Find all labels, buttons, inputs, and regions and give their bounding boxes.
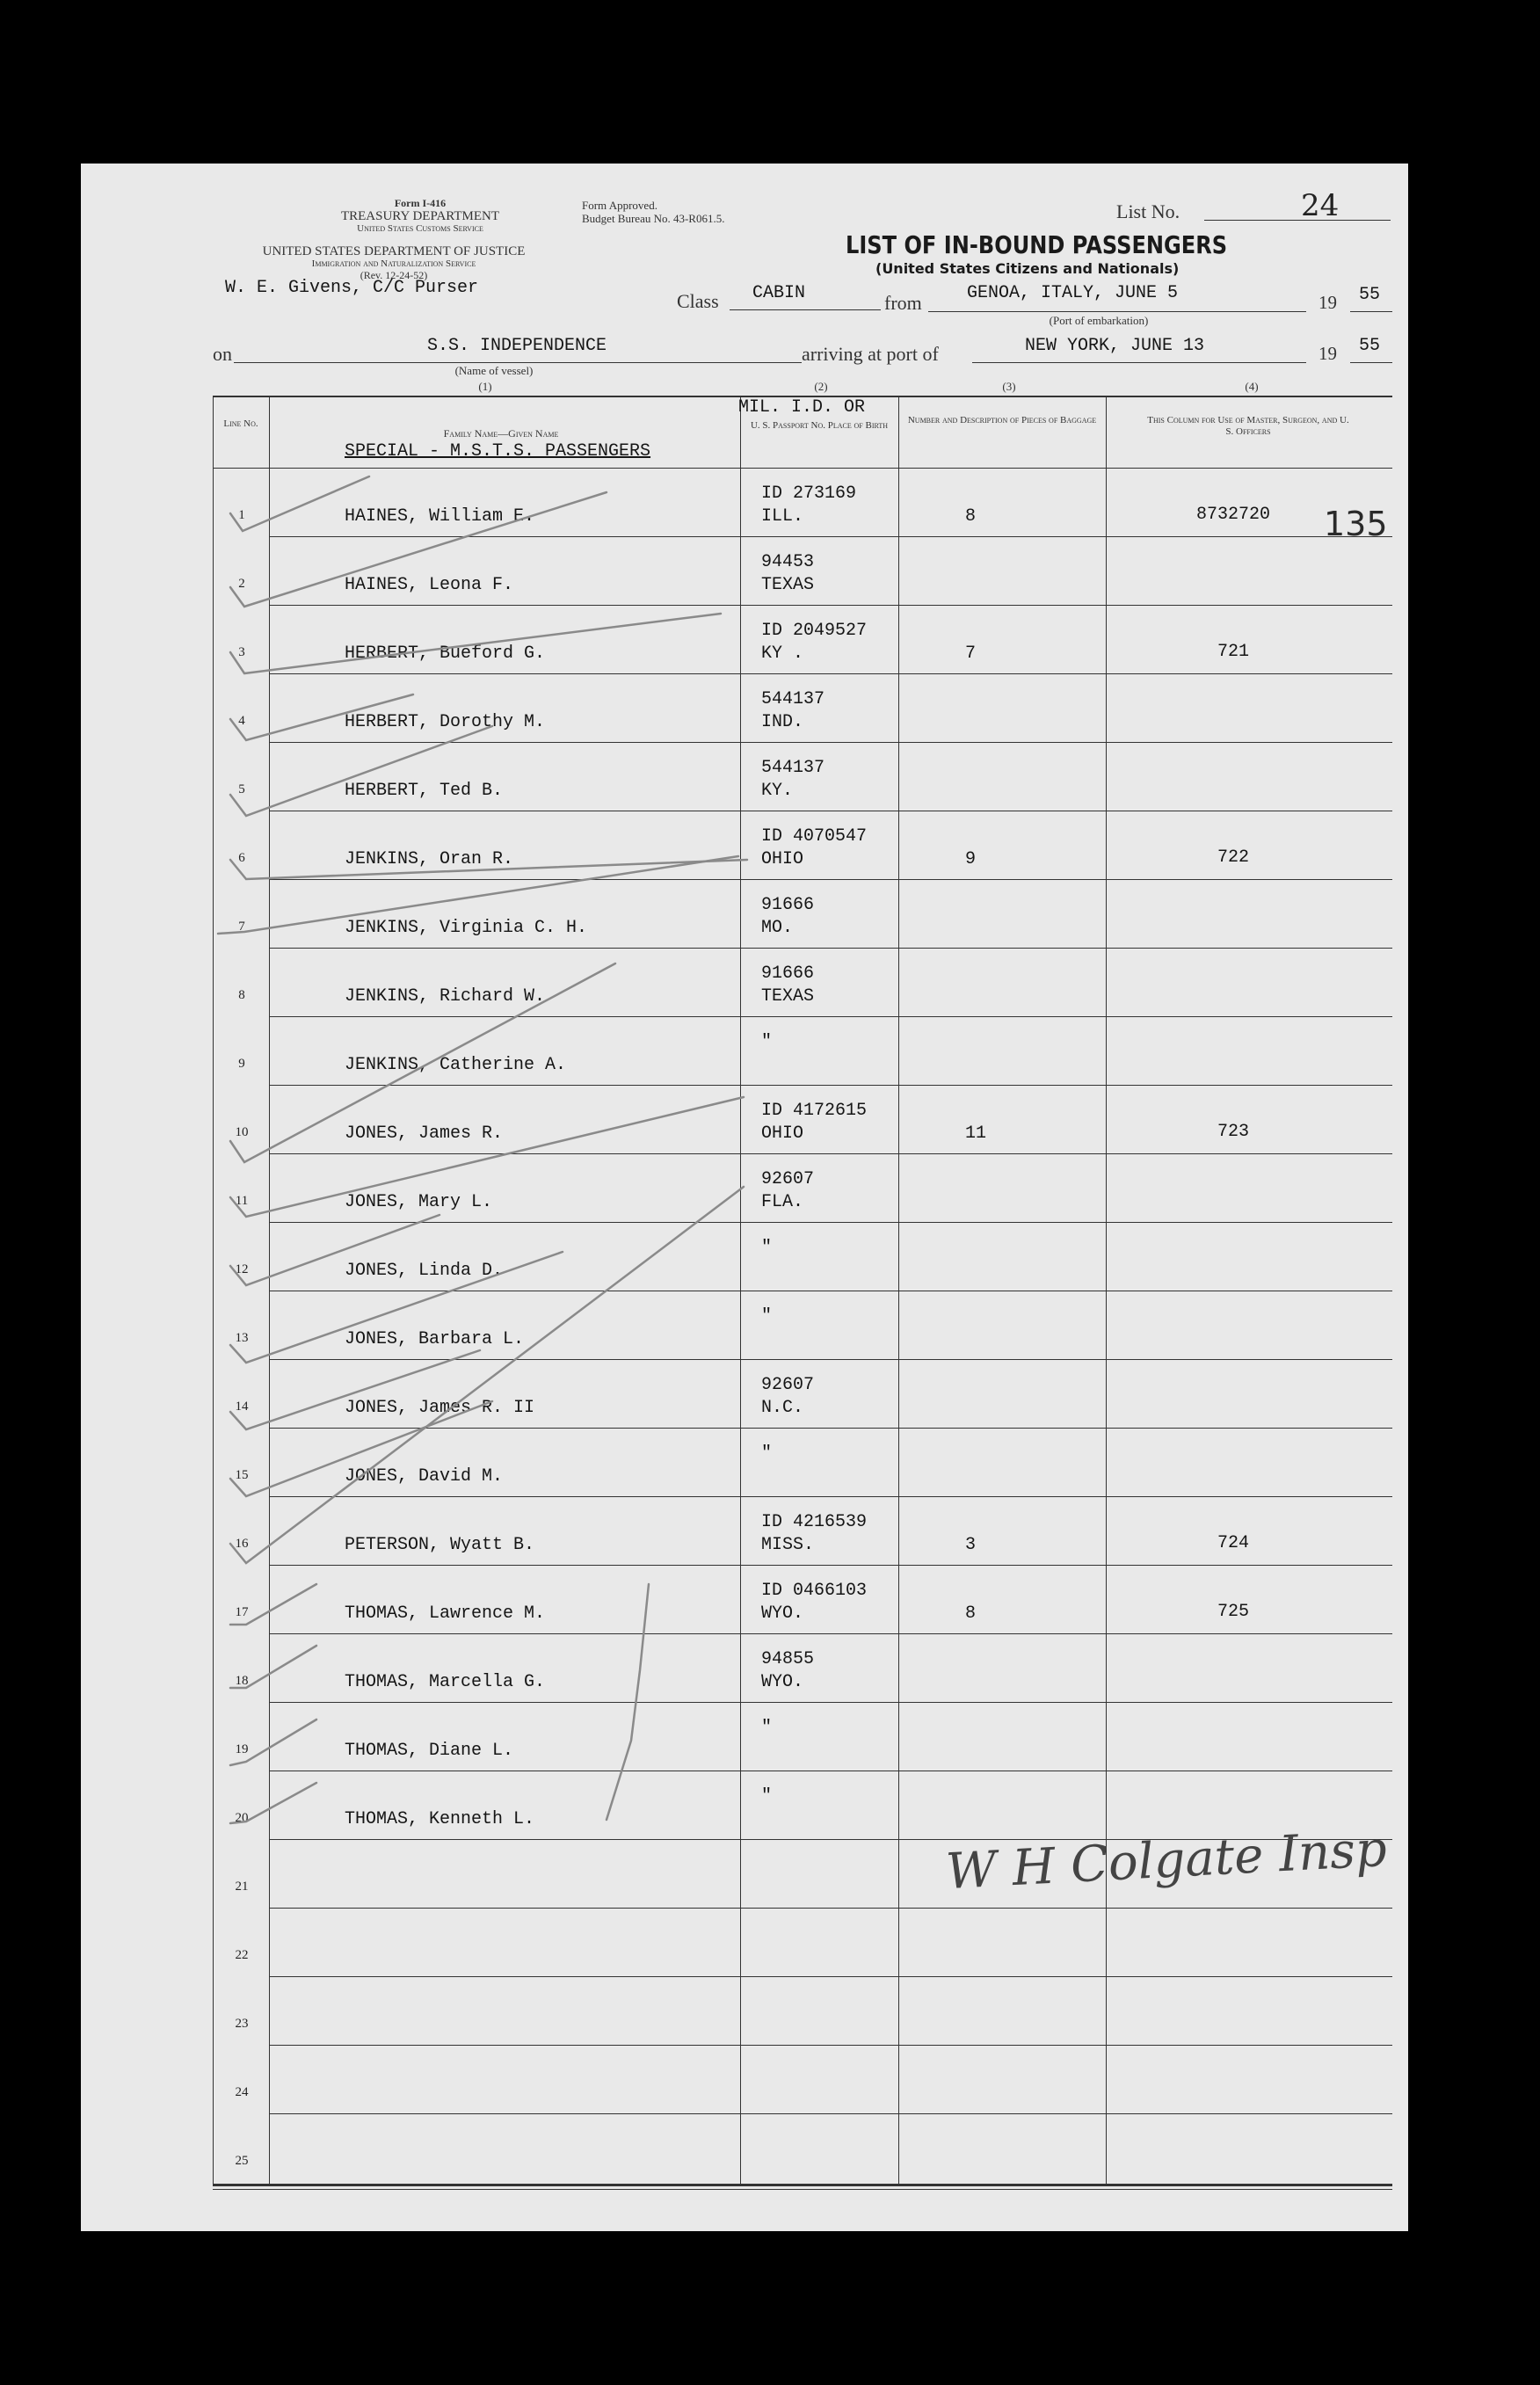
passport-number: 544137	[761, 758, 825, 778]
place-of-birth: N.C.	[761, 1398, 804, 1418]
line-number: 25	[235, 2154, 249, 2168]
baggage-count: 11	[965, 1123, 987, 1144]
document-title: LIST OF IN-BOUND PASSENGERS	[846, 230, 1228, 259]
passenger-name: THOMAS, Kenneth L.	[345, 1809, 535, 1829]
line-number: 2	[238, 577, 245, 591]
passport-number: 92607	[761, 1169, 815, 1189]
check-mark-line	[230, 1252, 563, 1363]
class-label: Class	[677, 290, 719, 312]
line-no-header: Line No.	[223, 418, 258, 429]
form-approved: Form Approved.	[582, 199, 657, 212]
baggage-count: 3	[965, 1535, 977, 1555]
arriving-label: arriving at port of	[802, 343, 939, 365]
check-mark-line	[230, 492, 607, 607]
line-number: 14	[235, 1400, 249, 1414]
passenger-name: HAINES, William E.	[345, 506, 535, 527]
line-number: 4	[238, 714, 245, 728]
line-number: 21	[235, 1880, 249, 1894]
passport-number: "	[761, 1718, 773, 1738]
place-of-birth: OHIO	[761, 849, 804, 869]
passport-number: 91666	[761, 963, 815, 984]
passenger-name: JONES, James R.	[345, 1123, 504, 1144]
passport-number: "	[761, 1443, 773, 1464]
check-mark-line	[218, 856, 738, 934]
baggage-count: 8	[965, 1603, 977, 1624]
passenger-name: JONES, David M.	[345, 1466, 504, 1487]
passport-number: "	[761, 1786, 773, 1807]
passport-number: ID 4070547	[761, 826, 868, 847]
officer-use-value: 8732720	[1195, 505, 1270, 525]
passport-number: 91666	[761, 895, 815, 915]
form-number: Form I-416	[394, 197, 447, 209]
passenger-name: THOMAS, Diane L.	[345, 1741, 514, 1761]
place-of-birth: KY.	[761, 781, 794, 801]
name-column-header: Family Name—Given Name	[443, 427, 559, 440]
line-number: 10	[235, 1125, 249, 1139]
check-mark-line	[230, 1215, 439, 1285]
baggage-column-header: Number and Description of Pieces of Baggage	[907, 415, 1097, 425]
check-mark-line	[230, 1401, 492, 1496]
year-prefix-1: 19	[1318, 292, 1337, 313]
place-of-birth: WYO.	[761, 1603, 804, 1624]
passport-number: ID 0466103	[761, 1581, 868, 1601]
line-number: 8	[238, 988, 245, 1002]
passport-number: 94855	[761, 1649, 815, 1669]
line-number: 23	[235, 2017, 249, 2031]
passenger-name: JONES, Mary L.	[345, 1192, 493, 1212]
handwritten-list-total: 135	[1324, 505, 1388, 543]
passenger-name: HERBERT, Ted B.	[345, 781, 504, 801]
passport-number: ID 4172615	[761, 1101, 868, 1121]
check-mark-line	[230, 694, 413, 740]
officers-column-header: This Column for Use of Master, Surgeon, and U. S. Officers	[1147, 415, 1349, 437]
line-number: 5	[238, 782, 245, 796]
place-of-birth: OHIO	[761, 1123, 804, 1144]
passport-column-header: U. S. Passport No. Place of Birth	[750, 420, 889, 431]
form-revision: (Rev. 12-24-52)	[360, 269, 428, 281]
line-number: 16	[235, 1537, 249, 1551]
passenger-name: JONES, Linda D.	[345, 1261, 504, 1281]
line-number: 1	[238, 508, 245, 522]
line-number: 19	[235, 1742, 249, 1756]
budget-bureau: Budget Bureau No. 43-R061.5.	[582, 212, 725, 225]
passenger-name: PETERSON, Wyatt B.	[345, 1535, 535, 1555]
special-passengers-heading: SPECIAL - M.S.T.S. PASSENGERS	[345, 441, 651, 462]
column-number-2: (2)	[814, 380, 828, 393]
line-number: 22	[235, 1948, 249, 1962]
check-mark-line	[230, 1097, 744, 1217]
line-number: 11	[235, 1194, 249, 1208]
passport-number: ID 4216539	[761, 1512, 868, 1532]
passport-number: 544137	[761, 689, 825, 709]
officer-use-value: 721	[1217, 642, 1249, 662]
list-no-label: List No.	[1116, 200, 1180, 222]
check-mark-line	[230, 1584, 316, 1625]
line-number: 15	[235, 1468, 249, 1482]
line-number: 20	[235, 1811, 249, 1825]
on-label: on	[213, 343, 232, 365]
check-mark-line	[230, 614, 721, 673]
column-number-1: (1)	[478, 380, 492, 393]
place-of-birth: TEXAS	[761, 575, 815, 595]
passenger-name: JONES, James R. II	[345, 1398, 535, 1418]
check-mark-line	[230, 1646, 316, 1688]
from-label: from	[884, 292, 922, 314]
place-of-birth: TEXAS	[761, 986, 815, 1007]
passport-number: ID 273169	[761, 484, 857, 504]
arrival-port: NEW YORK, JUNE 13	[1025, 336, 1205, 356]
check-mark-line	[230, 476, 369, 531]
baggage-count: 8	[965, 506, 977, 527]
check-mark-line	[230, 1783, 316, 1823]
place-of-birth: MO.	[761, 918, 794, 938]
baggage-count: 9	[965, 849, 977, 869]
check-mark-line	[230, 726, 492, 816]
passenger-name: HERBERT, Bueford G.	[345, 644, 546, 664]
purser-name: W. E. Givens, C/C Purser	[225, 278, 479, 298]
line-number: 17	[235, 1605, 249, 1619]
line-number: 18	[235, 1674, 249, 1688]
justice-department: UNITED STATES DEPARTMENT OF JUSTICE	[262, 244, 526, 258]
place-of-birth: WYO.	[761, 1672, 804, 1692]
check-mark-line	[230, 860, 747, 879]
year-value-2: 55	[1359, 336, 1381, 356]
passport-number: 92607	[761, 1375, 815, 1395]
class-value: CABIN	[752, 283, 806, 303]
list-no-value: 24	[1301, 188, 1340, 223]
year-value-1: 55	[1359, 285, 1381, 305]
immigration-service: Immigration and Naturalization Service	[311, 258, 476, 269]
passenger-name: THOMAS, Marcella G.	[345, 1672, 546, 1692]
check-mark-line	[230, 1350, 480, 1429]
passport-number: "	[761, 1032, 773, 1052]
check-mark-line	[230, 1720, 316, 1765]
vessel-caption: (Name of vessel)	[454, 364, 534, 377]
inspector-signature: W H Colgate Insp	[944, 1820, 1389, 1901]
passenger-name: JENKINS, Oran R.	[345, 849, 514, 869]
check-mark-line	[230, 963, 615, 1162]
place-of-birth: MISS.	[761, 1535, 815, 1555]
mil-id-heading: MIL. I.D. OR	[738, 397, 866, 418]
line-number: 13	[235, 1331, 249, 1345]
column-number-3: (3)	[1002, 380, 1016, 393]
passenger-name: JONES, Barbara L.	[345, 1329, 525, 1349]
baggage-count: 7	[965, 644, 977, 664]
passport-number: ID 2049527	[761, 621, 868, 641]
vessel-name: S.S. INDEPENDENCE	[427, 336, 607, 356]
year-prefix-2: 19	[1318, 343, 1337, 364]
document-subtitle: (United States Citizens and Nationals)	[875, 260, 1180, 277]
line-number: 9	[238, 1057, 245, 1071]
line-number: 12	[235, 1262, 249, 1276]
passport-number: "	[761, 1238, 773, 1258]
passport-number: 94453	[761, 552, 815, 572]
customs-service: United States Customs Service	[357, 223, 483, 234]
line-number: 24	[235, 2085, 249, 2099]
passenger-name: JENKINS, Richard W.	[345, 986, 546, 1007]
place-of-birth: FLA.	[761, 1192, 804, 1212]
place-of-birth: ILL.	[761, 506, 804, 527]
embarkation-port: GENOA, ITALY, JUNE 5	[967, 283, 1179, 303]
place-of-birth: KY .	[761, 644, 804, 664]
passenger-name: JENKINS, Virginia C. H.	[345, 918, 588, 938]
passenger-name: THOMAS, Lawrence M.	[345, 1603, 546, 1624]
place-of-birth: IND.	[761, 712, 804, 732]
treasury-department: TREASURY DEPARTMENT	[340, 209, 500, 223]
check-mark-line	[607, 1584, 649, 1820]
passenger-name: HAINES, Leona F.	[345, 575, 514, 595]
officer-use-value: 722	[1217, 847, 1249, 868]
line-number: 3	[238, 645, 245, 659]
column-number-4: (4)	[1245, 380, 1259, 393]
passenger-name: JENKINS, Catherine A.	[345, 1055, 567, 1075]
passport-number: "	[761, 1306, 773, 1327]
line-number: 7	[238, 920, 245, 934]
officer-use-value: 725	[1217, 1602, 1249, 1622]
check-mark-line	[230, 1187, 744, 1563]
line-number: 6	[238, 851, 245, 865]
passenger-name: HERBERT, Dorothy M.	[345, 712, 546, 732]
officer-use-value: 723	[1217, 1122, 1249, 1142]
port-embark-caption: (Port of embarkation)	[1049, 314, 1149, 327]
officer-use-value: 724	[1217, 1533, 1249, 1553]
